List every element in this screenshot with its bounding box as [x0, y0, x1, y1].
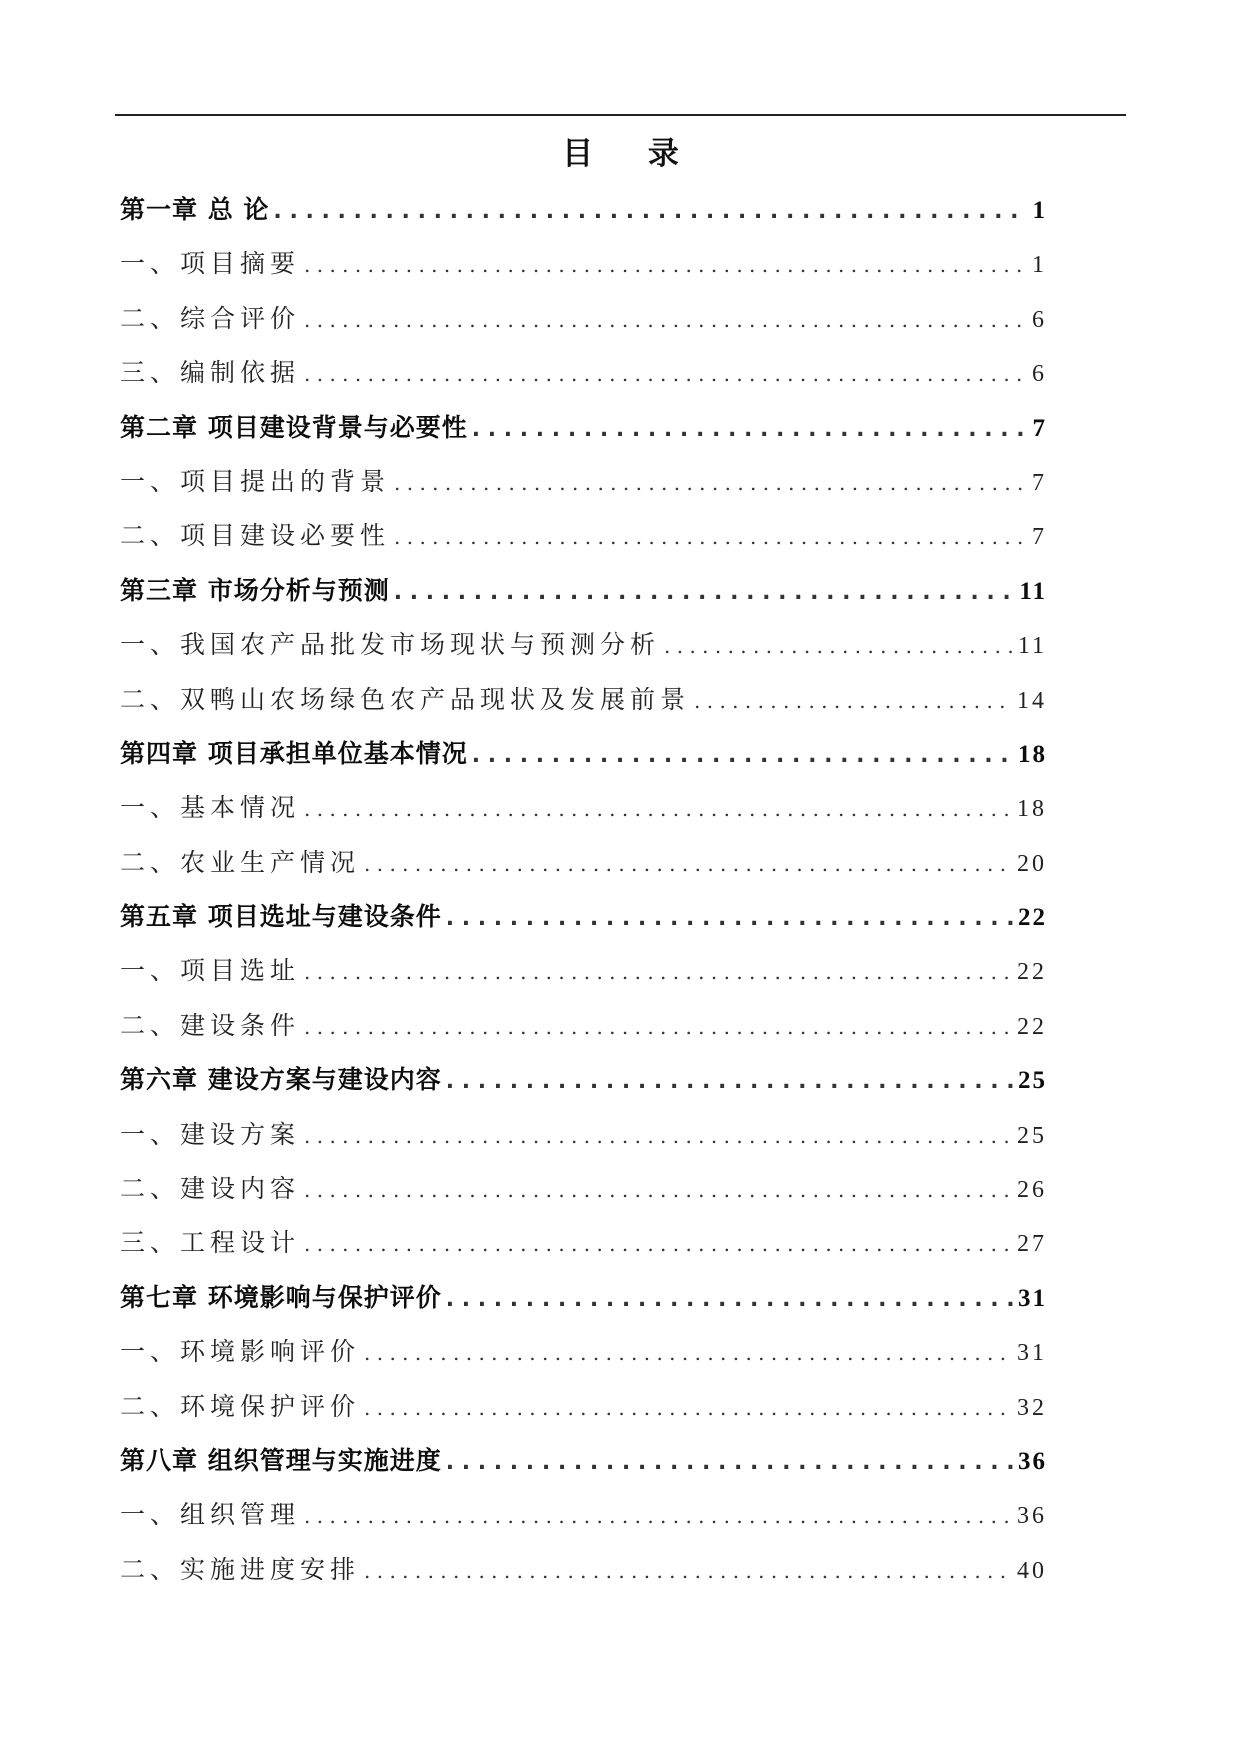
toc-entry-page-number: 14	[1017, 687, 1047, 714]
header-rule	[115, 114, 1126, 116]
toc-entry-label: 第六章 建设方案与建设内容	[120, 1065, 442, 1095]
toc-entry-label: 第三章 市场分析与预测	[120, 575, 390, 605]
toc-entry-label: 一、项目摘要	[120, 249, 301, 279]
toc-section-entry[interactable]	[120, 781, 1047, 835]
dot-leader	[394, 510, 1027, 564]
toc-entry-page-number: 36	[1017, 1503, 1047, 1530]
toc-entry-page-number: 27	[1017, 1231, 1047, 1258]
toc-entry-label: 二、建设内容	[120, 1174, 301, 1204]
toc-chapter-entry[interactable]	[120, 890, 1047, 944]
toc-entry-page-number: 31	[1018, 1284, 1047, 1312]
toc-section-entry[interactable]	[120, 509, 1047, 563]
dot-leader	[304, 347, 1027, 401]
toc-entry-page-number: 7	[1032, 524, 1047, 551]
dot-leader	[446, 1273, 1013, 1327]
toc-entry-label: 一、组织管理	[120, 1500, 301, 1530]
toc-entry-label: 一、项目提出的背景	[120, 466, 391, 496]
toc-section-entry[interactable]	[120, 292, 1047, 346]
toc-entry-label: 第八章 组织管理与实施进度	[120, 1445, 442, 1475]
toc-section-entry[interactable]	[120, 455, 1047, 509]
toc-section-entry[interactable]	[120, 944, 1047, 998]
toc-entry-label: 三、编制依据	[120, 358, 301, 388]
toc-entry-page-number: 22	[1017, 1013, 1047, 1040]
toc-section-entry[interactable]	[120, 1325, 1047, 1379]
toc-entry-page-number: 6	[1032, 306, 1047, 333]
dot-leader	[304, 782, 1012, 836]
toc-entry-page-number: 25	[1018, 1067, 1047, 1095]
toc-entry-page-number: 40	[1017, 1557, 1047, 1584]
toc-section-entry[interactable]	[120, 999, 1047, 1053]
toc-entry-page-number: 36	[1018, 1447, 1047, 1475]
toc-entry-page-number: 7	[1032, 469, 1047, 496]
toc-entry-page-number: 20	[1017, 850, 1047, 877]
toc-entry-label: 二、双鸭山农场绿色农产品现状及发展前景	[120, 684, 691, 714]
toc-entry-page-number: 18	[1018, 740, 1047, 768]
toc-entry-label: 第四章 项目承担单位基本情况	[120, 738, 468, 768]
toc-entry-label: 二、环境保护评价	[120, 1391, 361, 1421]
dot-leader	[664, 619, 1013, 673]
toc-chapter-entry[interactable]	[120, 1053, 1047, 1107]
toc-entry-label: 二、建设条件	[120, 1010, 301, 1040]
dot-leader	[273, 185, 1027, 239]
toc-entry-label: 二、农业生产情况	[120, 847, 361, 877]
dot-leader	[304, 1163, 1012, 1217]
toc-section-entry[interactable]	[120, 1488, 1047, 1542]
toc-entry-page-number: 11	[1019, 577, 1047, 605]
toc-entry-label: 二、实施进度安排	[120, 1554, 361, 1584]
dot-leader	[304, 1000, 1012, 1054]
dot-leader	[446, 1436, 1013, 1490]
toc-entry-label: 一、项目选址	[120, 956, 301, 986]
toc-entry-page-number: 7	[1032, 414, 1047, 442]
dot-leader	[394, 456, 1027, 510]
toc-entry-label: 第五章 项目选址与建设条件	[120, 902, 442, 932]
toc-entry-label: 三、工程设计	[120, 1228, 301, 1258]
toc-section-entry[interactable]	[120, 1543, 1047, 1597]
toc-entry-label: 二、项目建设必要性	[120, 521, 391, 551]
dot-leader	[446, 892, 1013, 946]
toc-entry-page-number: 1	[1032, 197, 1047, 224]
toc-entry-page-number: 18	[1017, 796, 1047, 823]
dot-leader	[304, 293, 1027, 347]
toc-entry-page-number: 25	[1017, 1122, 1047, 1149]
toc-chapter-entry[interactable]	[120, 1434, 1047, 1488]
toc-entry-page-number: 31	[1017, 1340, 1047, 1367]
toc-entry-page-number: 26	[1017, 1177, 1047, 1204]
dot-leader	[472, 729, 1013, 783]
toc-chapter-entry[interactable]	[120, 564, 1047, 618]
toc-chapter-entry[interactable]	[120, 1271, 1047, 1325]
toc-entry-page-number: 11	[1017, 633, 1047, 660]
toc-entry-label: 第七章 环境影响与保护评价	[120, 1282, 442, 1312]
toc-section-entry[interactable]	[120, 836, 1047, 890]
dot-leader	[304, 238, 1027, 292]
toc-list	[120, 183, 1047, 1597]
toc-section-entry[interactable]	[120, 237, 1047, 291]
toc-section-entry[interactable]	[120, 1162, 1047, 1216]
dot-leader	[694, 674, 1012, 728]
toc-entry-page-number: 1	[1032, 252, 1047, 279]
toc-chapter-entry[interactable]	[120, 401, 1047, 455]
dot-leader	[446, 1055, 1013, 1109]
toc-entry-label: 第二章 项目建设背景与必要性	[120, 412, 468, 442]
toc-entry-page-number: 22	[1017, 959, 1047, 986]
toc-entry-label: 第一章 总 论	[120, 195, 270, 224]
toc-title: 目 录	[562, 136, 701, 172]
dot-leader	[304, 945, 1012, 999]
dot-leader	[364, 1381, 1012, 1435]
toc-entry-page-number: 6	[1032, 361, 1047, 388]
toc-section-entry[interactable]	[120, 346, 1047, 400]
toc-section-entry[interactable]	[120, 1216, 1047, 1270]
dot-leader	[304, 1217, 1012, 1271]
toc-entry-page-number: 32	[1017, 1394, 1047, 1421]
toc-entry-label: 一、建设方案	[120, 1119, 301, 1149]
toc-section-entry[interactable]	[120, 618, 1047, 672]
dot-leader	[394, 566, 1015, 620]
toc-entry-label: 一、环境影响评价	[120, 1337, 361, 1367]
dot-leader	[364, 837, 1012, 891]
toc-entry-label: 一、我国农产品批发市场现状与预测分析	[120, 630, 661, 660]
toc-section-entry[interactable]	[120, 1380, 1047, 1434]
dot-leader	[364, 1326, 1012, 1380]
toc-chapter-entry[interactable]	[120, 183, 1047, 237]
toc-chapter-entry[interactable]	[120, 727, 1047, 781]
dot-leader	[364, 1544, 1012, 1598]
toc-entry-page-number: 22	[1018, 904, 1047, 932]
toc-section-entry[interactable]	[120, 1108, 1047, 1162]
toc-entry-label: 二、综合评价	[120, 303, 301, 333]
dot-leader	[304, 1489, 1012, 1543]
toc-section-entry[interactable]	[120, 673, 1047, 727]
toc-entry-label: 一、基本情况	[120, 793, 301, 823]
dot-leader	[472, 403, 1028, 457]
dot-leader	[304, 1109, 1012, 1163]
